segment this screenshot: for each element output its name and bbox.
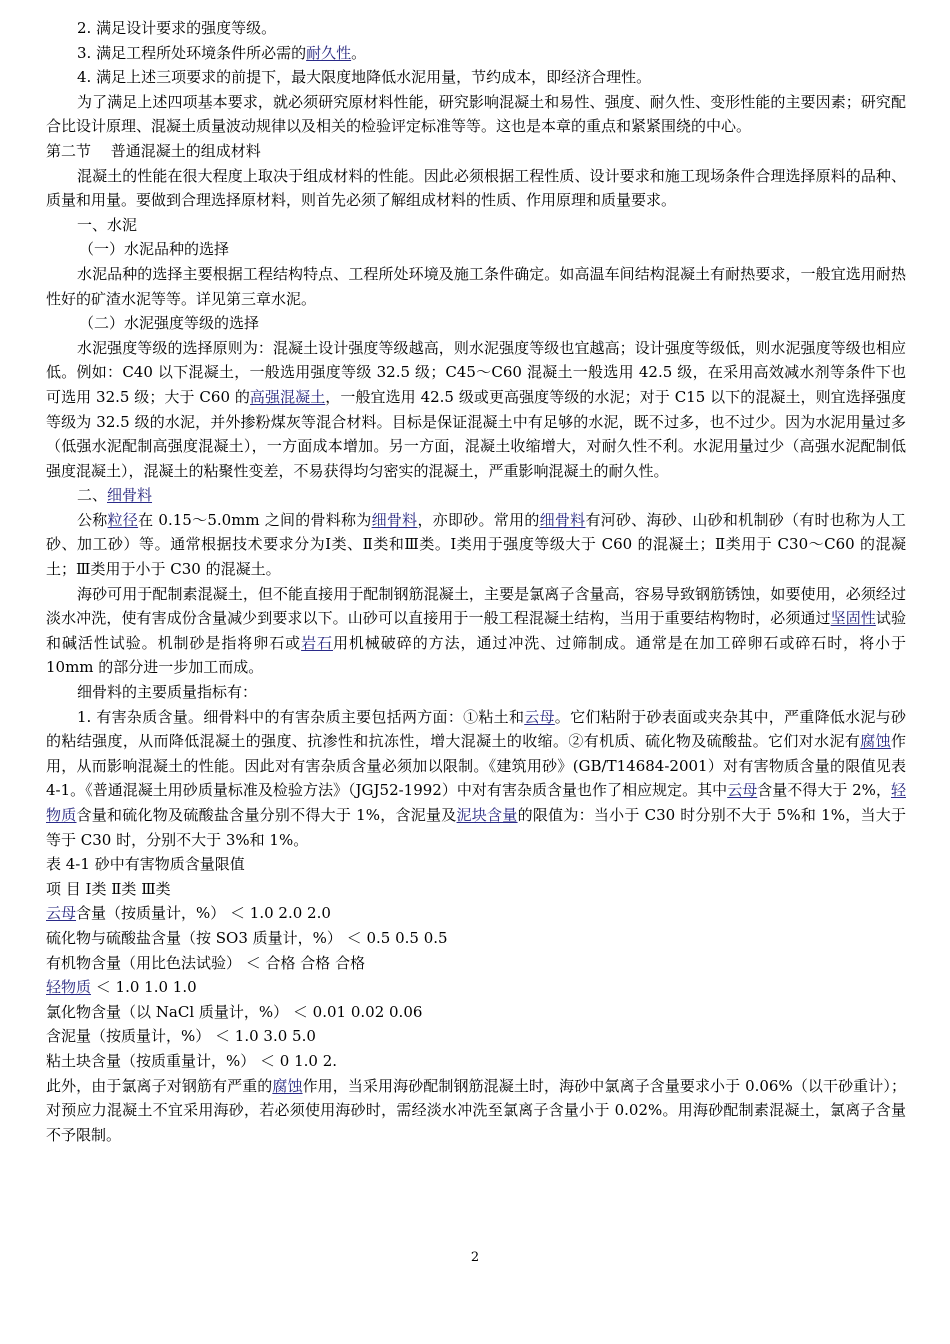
page-number: 2 <box>470 1250 480 1265</box>
intro-paragraph: 为了满足上述四项基本要求，就必须研究原材料性能，研究影响混凝土和易性、强度、耐久性、变形性能的主要因素；研究配合比设计原理、混凝土质量波动规律以及相关的检验评定标准等等。这也是本章的重点和紧紧围绕的中心。 <box>46 92 906 136</box>
list-item-3-end: 。 <box>351 43 367 62</box>
link-fine-aggregate-heading[interactable]: 细骨料 <box>107 486 153 505</box>
cement-grade-text-a: 水泥强度等级的选择原则为：混凝土设计强度等级越高，则水泥强度等级也宜越高；设计强度等级低，则水泥强度等级也相应低。例如：C40 以下混凝土，一般选用强度等级 32.5 级；C45～C60 混凝土一般选用 42.5 级，在采用高效减水剂等条件下也可选用 32.5 级；大于 C60 的 <box>46 338 906 406</box>
list-item-3 <box>46 41 906 66</box>
fa-p4-text-b: 。它们粘附于砂表面或夹杂其中，严重降低水泥与砂的粘结强度，从而降低混凝土的强度、抗渗性和抗冻性，增大混凝土的收缩。②有机质、硫化物及硫酸盐。它们对水泥有 <box>46 707 906 751</box>
table-row <box>46 901 906 926</box>
fa-p4-text-e: 含量和硫化物及硫酸盐含量分别不得大于 1%，含泥量及 <box>76 806 457 824</box>
link-durability[interactable]: 耐久性 <box>306 43 352 62</box>
link-mica-2[interactable]: 云母 <box>727 781 758 800</box>
fa-p2-text-a: 海砂可用于配制素混凝土，但不能直接用于配制钢筋混凝土，主要是氯离子含量高，容易导致钢筋锈蚀，如要使用，必须经过淡水冲洗，使有害成份含量减少到要求以下。山砂可以直接用于一般工程混凝土结构，当用于重要结构物时，必须通过 <box>46 584 906 628</box>
fine-aggregate-indicators-intro: 细骨料的主要质量指标有： <box>77 683 258 702</box>
table-row-1-text: 含量（按质量计，%） ＜ 1.0 2.0 2.0 <box>76 904 331 923</box>
document-page <box>46 16 906 1147</box>
fa-p2-text-b: 试验和碱活性试验。机制砂是指将卵石或 <box>46 609 906 652</box>
section-heading: 第二节 普通混凝土的组成材料 <box>46 141 261 160</box>
cement-grade-paragraph <box>46 336 906 484</box>
closing-text-b: 作用，当采用海砂配制钢筋混凝土时，海砂中氯离子含量要求小于 0.06%（以干砂重计）；对预应力混凝土不宜采用海砂，若必须使用海砂时，需经淡水冲洗至氯离子含量小于 0.02%。用海砂配制素混凝土，氯离子含量不予限制。 <box>46 1076 906 1144</box>
closing-paragraph <box>46 1074 906 1148</box>
fine-aggregate-paragraph-1 <box>46 508 906 582</box>
fa-p1-text-d: 有河砂、海砂、山砂和机制砂（有时也称为人工砂、加工砂）等。通常根据技术要求分为Ⅰ类、Ⅱ类和Ⅲ类。Ⅰ类用于强度等级大于 C60 的混凝土；Ⅱ类用于 C30～C60 的混凝土；Ⅲ类用于小于 C30 的混凝土。 <box>46 510 906 579</box>
link-light-matter-table[interactable]: 轻物质 <box>46 978 92 997</box>
link-high-strength-concrete[interactable]: 高强混凝土 <box>249 387 326 406</box>
link-mica-table[interactable]: 云母 <box>46 904 77 923</box>
link-particle-size[interactable]: 粒径 <box>107 510 139 529</box>
table-caption: 表 4-1 砂中有害物质含量限值 <box>46 855 245 874</box>
fa-p4-text-a: 1. 有害杂质含量。细骨料中的有害杂质主要包括两方面：①粘土和 <box>77 707 525 726</box>
table-row: 硫化物与硫酸盐含量（按 SO3 质量计，%） ＜ 0.5 0.5 0.5 <box>46 928 448 947</box>
fa-p2-text-c: 用机械破碎的方法，通过冲洗、过筛制成。通常是在加工碎卵石或碎石时，将小于 10mm 的部分进一步加工而成。 <box>46 633 906 677</box>
list-item-3-text: 3. 满足工程所处环境条件所必需的 <box>77 43 307 62</box>
table-row: 氯化物含量（以 NaCl 质量计，%） ＜ 0.01 0.02 0.06 <box>46 1002 423 1021</box>
cement-grade-text-b: ，一般宜选用 42.5 级或更高强度等级的水泥；对于 C15 以下的混凝土，则宜选择强度等级为 32.5 级的水泥，并外掺粉煤灰等混合材料。目标是保证混凝土中有足够的水泥，既不过多，也不过少。因为水泥用量过多（低强水泥配制高强度混凝土），一方面成本增加。另一方面，混凝土收缩增大，对耐久性不利。水泥用量过少（高强水泥配制低强度混凝土），混凝土的粘聚性变差，不易获得均匀密实的混凝土，严重影响混凝土的耐久性。 <box>46 387 906 480</box>
fine-aggregate-heading-num: 二、 <box>77 486 108 505</box>
fa-p1-text-b: 在 0.15～5.0mm 之间的骨料称为 <box>138 510 372 529</box>
table-row-4-text: ＜ 1.0 1.0 1.0 <box>91 978 197 997</box>
table-row: 粘土块含量（按质重量计，%） ＜ 0 1.0 2. <box>46 1051 338 1070</box>
cement-subheading-grade: （二）水泥强度等级的选择 <box>79 314 260 333</box>
link-mica-1[interactable]: 云母 <box>524 707 555 726</box>
fine-aggregate-heading <box>46 483 906 508</box>
link-corrosion-2[interactable]: 腐蚀 <box>272 1076 303 1095</box>
link-soundness[interactable]: 坚固性 <box>830 609 876 628</box>
link-fine-aggregate-2[interactable]: 细骨料 <box>539 510 586 529</box>
fa-p4-text-f: 的限值为：当小于 C30 时分别不大于 5%和 1%，当大于等于 C30 时，分别不大于 3%和 1%。 <box>46 806 906 849</box>
cement-heading: 一、水泥 <box>77 215 138 234</box>
fine-aggregate-paragraph-2 <box>46 582 906 680</box>
list-item-2: 2. 满足设计要求的强度等级。 <box>77 19 277 37</box>
link-clay-lump-content[interactable]: 泥块含量 <box>456 806 518 824</box>
link-rock[interactable]: 岩石 <box>301 633 333 652</box>
table-row: 有机物含量（用比色法试验） ＜ 合格 合格 合格 <box>46 953 366 972</box>
link-light-matter-1[interactable]: 轻物质 <box>46 781 906 824</box>
link-fine-aggregate-1[interactable]: 细骨料 <box>371 510 418 529</box>
link-corrosion-1[interactable]: 腐蚀 <box>860 732 891 751</box>
table-row: 含泥量（按质量计，%） ＜ 1.0 3.0 5.0 <box>46 1027 316 1046</box>
table-header-row: 项 目 Ⅰ类 Ⅱ类 Ⅲ类 <box>46 879 171 898</box>
fa-p1-text-c: ，亦即砂。常用的 <box>417 510 540 529</box>
fa-p1-text-a: 公称 <box>77 510 108 529</box>
cement-type-paragraph: 水泥品种的选择主要根据工程结构特点、工程所处环境及施工条件确定。如高温车间结构混凝土有耐热要求，一般宜选用耐热性好的矿渣水泥等等。详见第三章水泥。 <box>46 264 906 308</box>
section-intro-paragraph: 混凝土的性能在很大程度上取决于组成材料的性能。因此必须根据工程性质、设计要求和施工现场条件合理选择原料的品种、质量和用量。要做到合理选择原材料，则首先必须了解组成材料的性质、作用原理和质量要求。 <box>46 166 906 210</box>
fa-p4-text-c: 作用，从而影响混凝土的性能。因此对有害杂质含量必须加以限制。《建筑用砂》(GB/T14684-2001）对有害物质含量的限值见表 4-1。《普通混凝土用砂质量标准及检验方法》（JGJ52-1992）中对有害杂质含量也作了相应规定。其中 <box>46 732 906 800</box>
fa-p4-text-d: 含量不得大于 2%， <box>757 781 891 800</box>
table-row <box>46 975 906 1000</box>
closing-text-a: 此外，由于氯离子对钢筋有严重的 <box>46 1076 273 1095</box>
fine-aggregate-paragraph-4 <box>46 705 906 853</box>
list-item-4: 4. 满足上述三项要求的前提下，最大限度地降低水泥用量，节约成本，即经济合理性。 <box>77 68 652 87</box>
cement-subheading-type: （一）水泥品种的选择 <box>79 240 230 259</box>
